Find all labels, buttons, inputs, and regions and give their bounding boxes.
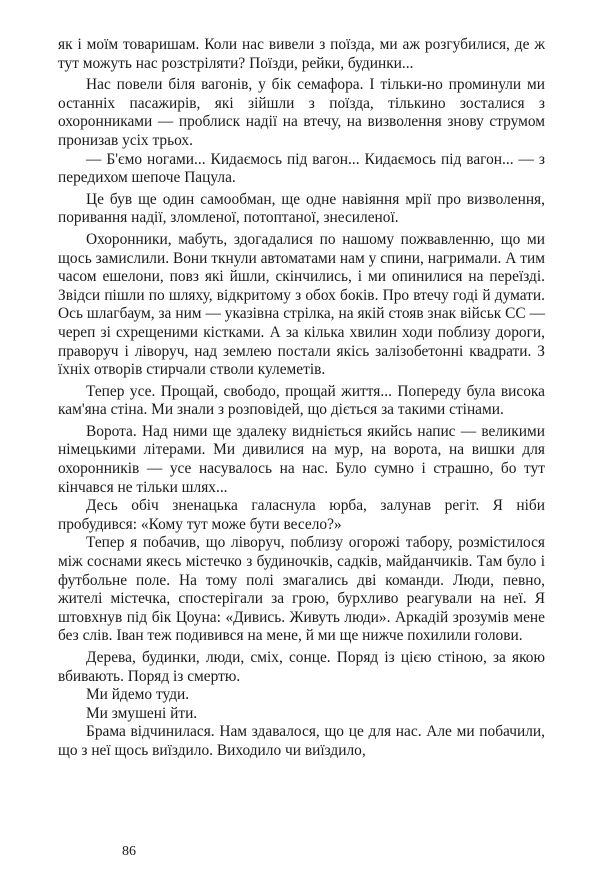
page-body bbox=[58, 36, 545, 761]
paragraph-4: Це був ще один самообман, ще одне навіяння мрії про визволення, поривання надії, зломленої, потоптаної, знесиленої. bbox=[58, 190, 545, 227]
paragraph-13: Брама відчинилася. Нам здавалося, що це для нас. Але ми побачили, що з неї щось виїздило. Виходило чи виїздило, bbox=[58, 723, 545, 759]
paragraph-6: Тепер усе. Прощай, свободо, прощай життя... Попереду була висока кам'яна стіна. Ми знали з розповідей, що діється за такими стінами. bbox=[58, 382, 545, 419]
paragraph-11: Ми йдемо туди. bbox=[86, 686, 190, 704]
paragraph-12: Ми змушені йти. bbox=[86, 704, 198, 722]
paragraph-1: як і моїм товаришам. Коли нас вивели з поїзда, ми аж розгубилися, де ж тут можуть нас розстріляти? Поїзди, рейки, будинки... bbox=[58, 36, 545, 72]
paragraph-5: Охоронники, мабуть, здогадалися по нашому пожвавленню, що ми щось замислили. Вони ткнули автоматами нам у спини, нагримали. А тим часом ешелони, повз які йшли, скінчились, і ми опинилися на переїзді. Звідси пішли по шляху, відкритому з обох боків. Про втечу годі й думати. Ось шлагбаум, за ним — указівна стрілка, на якій стояв знак військ СС — череп зі схрещеними кістками. А за кілька хвилин ходи поблизу дороги, праворуч і ліворуч, над землею постали якісь залізобетонні квадрати. З їхніх отворів стирчали стволи кулеметів. bbox=[58, 230, 545, 379]
paragraph-7: Ворота. Над ними ще здалеку видніється якийсь напис — великими німецькими літерами. Ми дивилися на мур, на ворота, на вишки для охоронників — усе насувалось на нас. Було сумно і страшно, бо тут кінчався не тільки шлях... bbox=[58, 422, 545, 496]
paragraph-8: Десь обіч зненацька галаснула юрба, залунав регіт. Я ніби пробудився: «Кому тут може бути весело?» bbox=[58, 497, 545, 533]
paragraph-10: Дерева, будинки, люди, сміх, сонце. Поряд із цією стіною, за якою вбивають. Поряд із смертю. bbox=[58, 649, 545, 685]
paragraph-2: Нас повели біля вагонів, у бік семафора. І тільки-но проминули ми останніх пасажирів, які зійшли з поїзда, тількино зосталися з охоронниками — проблиск надії на втечу, на визволення знову струмом пронизав усіх трьох. bbox=[58, 76, 545, 149]
paragraph-9: Тепер я побачив, що ліворуч, поблизу огорожі табору, розмістилося між соснами якесь містечко з будиночків, садків, майданчиків. Там було і футбольне поле. На тому полі змагались дві команди. Люди, певно, жителі містечка, спостерігали за грою, бурхливо реагували на неї. Я штовхнув під бік Цоуна: «Дивись. Живуть люди». Аркадій зрозумів мене без слів. Іван теж подивився на мене, й ми ще нижче похилили голови. bbox=[58, 534, 545, 645]
paragraph-3: — Б'ємо ногами... Кидаємось під вагон... Кидаємось під вагон... — з передихом шепоче Пацула. bbox=[58, 150, 545, 187]
page-number: 86 bbox=[122, 844, 136, 859]
